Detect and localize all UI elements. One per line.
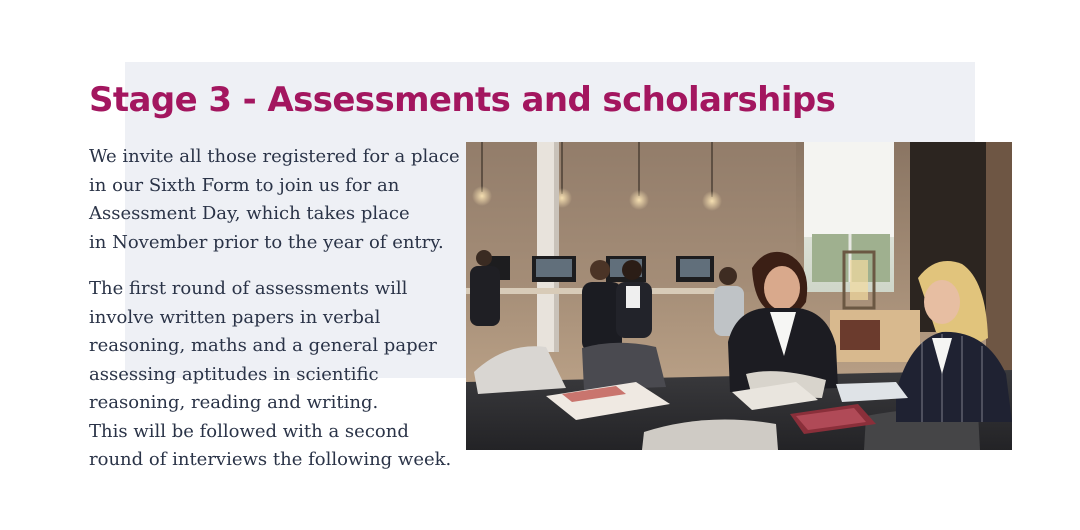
intro-line: in our Sixth Form to join us for an [89,174,400,196]
assessment-line: reasoning, maths and a general paper [89,335,437,356]
assessment-line: This will be followed with a second [89,420,409,442]
intro-line: in November prior to the year of entry. [89,231,444,253]
section-title: Stage 3 - Assessments and scholarships [89,80,836,120]
assessment-line: reasoning, reading and writing. [89,392,379,413]
section-body [89,143,459,493]
assessment-line: The first round of assessments will [89,278,408,299]
intro-line: We invite all those registered for a place [89,146,460,167]
study-room-illustration [466,142,1012,450]
assessment-paragraph [89,275,459,475]
study-room-photo [466,142,1012,450]
assessment-line: involve written papers in verbal [89,306,381,328]
assessment-line: assessing aptitudes in scientific [89,363,379,385]
assessment-line: round of interviews the following week. [89,449,452,470]
intro-line: Assessment Day, which takes place [89,203,410,224]
intro-paragraph [89,143,459,257]
